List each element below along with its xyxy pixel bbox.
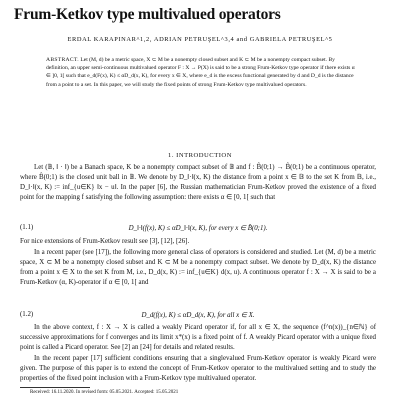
abstract-text: Let (M, d) be a metric space, X ⊂ M be a nonempty closed subset and K ⊂ M be a nonempty compact subset. By definition, an upper semi-continuous multivalued operator F : X → P(X) is said to be a strong Frum-Ketkov type operator if there exists α ∈ ]0, 1[ such that e_d(F(x), K) ≤ αD_d(x, K), for every x ∈ X, where e_d is the excess functional generated by d and D_d is the distance from a point to a set. In this paper, we will study the fixed points of strong Frum-Ketkov type multivalued operators. <box>46 57 355 88</box>
paragraph-3: In a recent paper (see [17]), the following more general class of operators is considered and studied. Let (M, d) be a metric space, X ⊂ M be a nonempty closed subset and K ⊂ M be a nonempty compact subset. We denote by D_d(x, K) the distance from a point x ∈ X to the set K from M, i.e., D_d(x, K) := inf_{u∈K} d(x, u). A continuous operator f : X → X is said to be a Frum-Ketkov (α, K)-operator if α ∈ [0, 1[ and <box>20 249 376 287</box>
paragraph-4: In the above context, f : X → X is called a weakly Picard operator if, for all x ∈ X, the sequence (f^n(x))_{n∈ℕ} of successive approximations for f converges and its limit x*(x) is a fixed point of f. A weakly Picard operator with a unique fixed point is called a Picard operator. See [2] an [24] for details and related results. <box>20 324 376 352</box>
footnote-divider <box>20 387 90 388</box>
paragraph-2: For nice extensions of Frum-Ketkov result see [3], [12], [26]. <box>20 238 190 245</box>
equation-number: (1.1) <box>20 224 34 231</box>
equation-1-2 <box>20 311 376 323</box>
section-title: INTRODUCTION <box>176 152 232 159</box>
equation-expression: D_‖·‖(f(x), K) ≤ αD_‖·‖(x, K), for every x ∈ B̂(0;1). <box>128 225 268 232</box>
equation-1-1 <box>20 224 376 236</box>
paragraph-5: In the recent paper [17] sufficient conditions ensuring that a singlevalued Frum-Ketkov operator is weakly Picard were given. The purpose of this paper is to extend the concept of Frum-Ketkov operator to the multivalued setting and to study the properties of the fixed point inclusion with a Frum-Ketkov type multivalued operator. <box>20 355 376 382</box>
section-heading <box>20 152 380 159</box>
author-list: ERDAL KARAPINAR^1,2, ADRIAN PETRUŞEL^3,4 and GABRIELA PETRUŞEL^5 <box>67 36 333 43</box>
section-number: 1. <box>168 152 174 159</box>
equation-number: (1.2) <box>20 311 34 318</box>
paper-title: Frum-Ketkov type multivalued operators <box>14 6 281 23</box>
footnote: Received: 16.11.2020. In revised form: 05.05.2021. Accepted: 15.05.2021 <box>30 390 179 395</box>
abstract <box>46 56 358 89</box>
equation-expression: D_d(f(x), K) ≤ αD_d(x, K), for all x ∈ X. <box>141 312 255 319</box>
paragraph-1: Let (𝔹, ‖ · ‖) be a Banach space, K be a nonempty compact subset of 𝔹 and f : B̂(0;1) → B̂(0;1) be a continuous operator, where B̂(0;1) is the closed unit ball in 𝔹. We denote by D_‖·‖(x, K) the distance from a point x ∈ 𝔹 to the set K from 𝔹, i.e., D_‖·‖(x, K) := inf_{u∈K} ‖x − u‖. In the paper [6], the Russian mathematician Frum-Ketkov proved the existence of a fixed point for the mapping f satisfying the following assumption: there exists α ∈ [0, 1[ such that <box>20 164 376 202</box>
abstract-label: ABSTRACT. <box>46 57 79 63</box>
